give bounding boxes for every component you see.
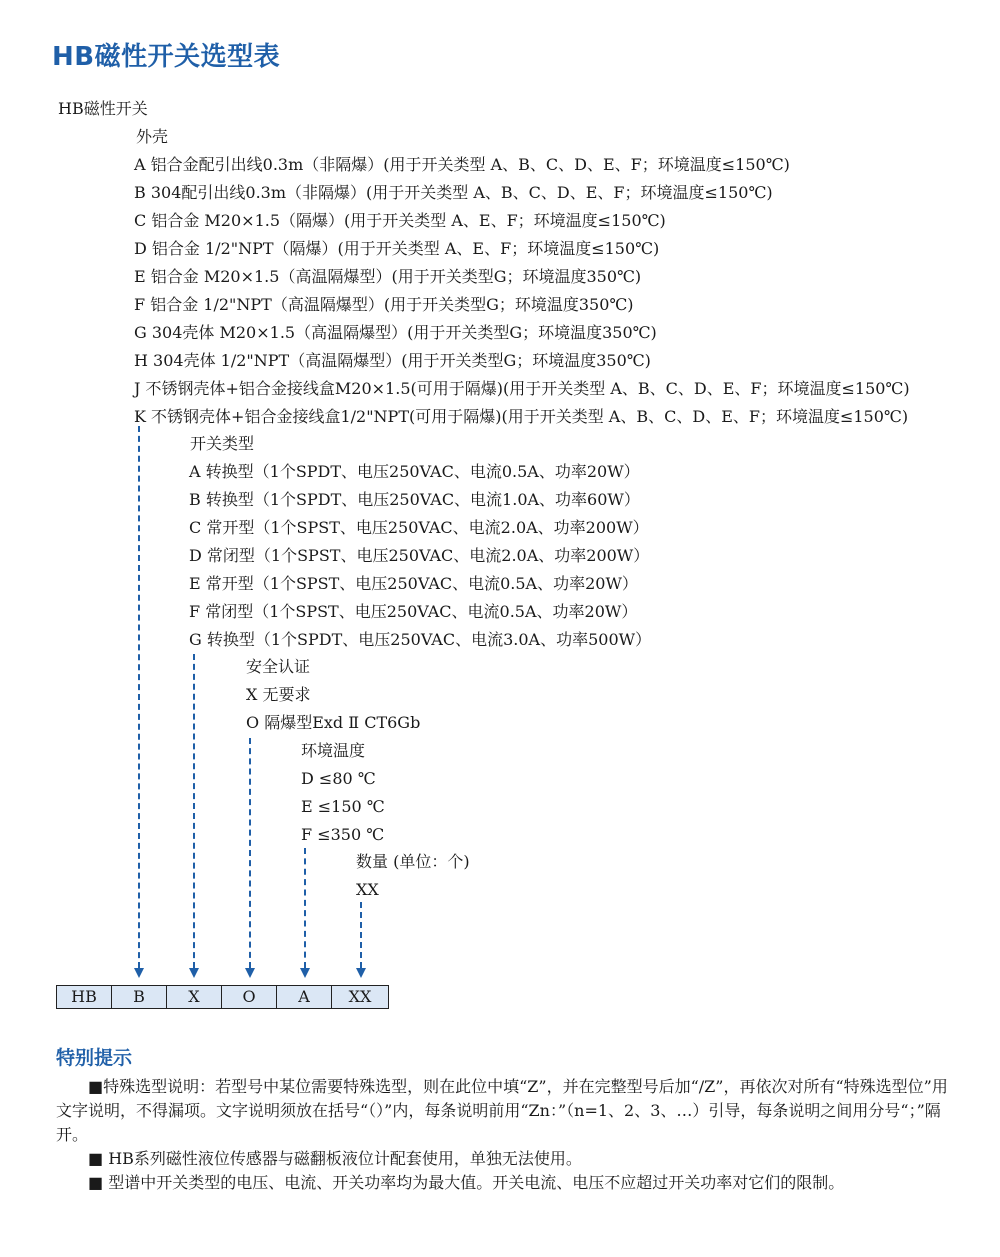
code-cell-quantity: XX	[332, 986, 388, 1008]
housing-option-g: G 304壳体 M20×1.5（高温隔爆型）(用于开关类型G；环境温度350℃)	[134, 323, 657, 342]
switch-type-option-d: D 常闭型（1个SPST、电压250VAC、电流2.0A、功率200W）	[189, 546, 650, 565]
switch-type-option-b: B 转换型（1个SPDT、电压250VAC、电流1.0A、功率60W）	[189, 490, 640, 509]
housing-option-f: F 铝合金 1/2"NPT（高温隔爆型）(用于开关类型G；环境温度350℃)	[134, 295, 634, 314]
code-cell-prefix: HB	[57, 986, 112, 1008]
housing-header: 外壳	[136, 127, 169, 146]
housing-option-h: H 304壳体 1/2"NPT（高温隔爆型）(用于开关类型G；环境温度350℃)	[134, 351, 651, 370]
arrow-down-icon	[189, 968, 199, 978]
connector-line-temperature	[304, 848, 306, 968]
housing-option-k: K 不锈钢壳体+铝合金接线盒1/2"NPT(可用于隔爆)(用于开关类型 A、B、C、D、E、F；环境温度≤150℃)	[134, 407, 909, 426]
housing-option-a: A 铝合金配引出线0.3m（非隔爆）(用于开关类型 A、B、C、D、E、F；环境温度≤150℃)	[134, 155, 790, 174]
temperature-option-f: F ≤350 ℃	[301, 825, 385, 844]
switch-type-header: 开关类型	[190, 434, 255, 453]
certification-option-x: X 无要求	[246, 685, 311, 704]
note-ratings: ■ 型谱中开关类型的电压、电流、开关功率均为最大值。开关电流、电压不应超过开关功率对它们的限制。	[88, 1173, 845, 1192]
housing-option-e: E 铝合金 M20×1.5（高温隔爆型）(用于开关类型G；环境温度350℃)	[134, 267, 642, 286]
switch-type-option-g: G 转换型（1个SPDT、电压250VAC、电流3.0A、功率500W）	[189, 630, 652, 649]
model-code-example	[56, 985, 389, 1009]
certification-header: 安全认证	[246, 657, 311, 676]
arrow-down-icon	[245, 968, 255, 978]
note-usage: ■ HB系列磁性液位传感器与磁翻板液位计配套使用，单独无法使用。	[88, 1149, 582, 1168]
code-cell-certification: O	[222, 986, 277, 1008]
connector-line-quantity	[360, 902, 362, 968]
switch-type-option-a: A 转换型（1个SPDT、电压250VAC、电流0.5A、功率20W）	[189, 462, 640, 481]
arrow-down-icon	[300, 968, 310, 978]
note-special-selection: ■特殊选型说明：若型号中某位需要特殊选型，则在此位中填“Z”，并在完整型号后加“/Z”，再依次对所有“特殊选型位”用文字说明，不得漏项。文字说明须放在括号“（）”内，每条说明前用“Zn：”（n=1、2、3、…）引导，每条说明之间用分号“；”隔开。	[56, 1077, 948, 1144]
code-cell-temperature: A	[277, 986, 332, 1008]
root-label: HB磁性开关	[58, 99, 148, 118]
temperature-header: 环境温度	[301, 741, 366, 760]
page-title: HB磁性开关选型表	[52, 42, 281, 72]
connector-line-housing	[138, 426, 140, 968]
code-cell-switch-type: X	[167, 986, 222, 1008]
arrow-down-icon	[356, 968, 366, 978]
switch-type-option-c: C 常开型（1个SPST、电压250VAC、电流2.0A、功率200W）	[189, 518, 649, 537]
housing-option-b: B 304配引出线0.3m（非隔爆）(用于开关类型 A、B、C、D、E、F；环境温度≤150℃)	[134, 183, 773, 202]
housing-option-j: J 不锈钢壳体+铝合金接线盒M20×1.5(可用于隔爆)(用于开关类型 A、B、C、D、E、F；环境温度≤150℃)	[134, 379, 910, 398]
housing-option-d: D 铝合金 1/2"NPT（隔爆）(用于开关类型 A、E、F；环境温度≤150℃)	[134, 239, 660, 258]
arrow-down-icon	[134, 968, 144, 978]
notes-title: 特别提示	[56, 1047, 133, 1069]
certification-option-o: O 隔爆型Exd Ⅱ CT6Gb	[246, 713, 421, 732]
quantity-header: 数量 (单位：个)	[356, 852, 470, 871]
switch-type-option-f: F 常闭型（1个SPST、电压250VAC、电流0.5A、功率20W）	[189, 602, 638, 621]
switch-type-option-e: E 常开型（1个SPST、电压250VAC、电流0.5A、功率20W）	[189, 574, 638, 593]
connector-line-certification	[249, 738, 251, 968]
housing-option-c: C 铝合金 M20×1.5（隔爆）(用于开关类型 A、E、F；环境温度≤150℃)	[134, 211, 666, 230]
code-cell-housing: B	[112, 986, 167, 1008]
temperature-option-e: E ≤150 ℃	[301, 797, 385, 816]
connector-line-switch-type	[193, 654, 195, 968]
temperature-option-d: D ≤80 ℃	[301, 769, 376, 788]
quantity-option-xx: XX	[356, 880, 379, 899]
